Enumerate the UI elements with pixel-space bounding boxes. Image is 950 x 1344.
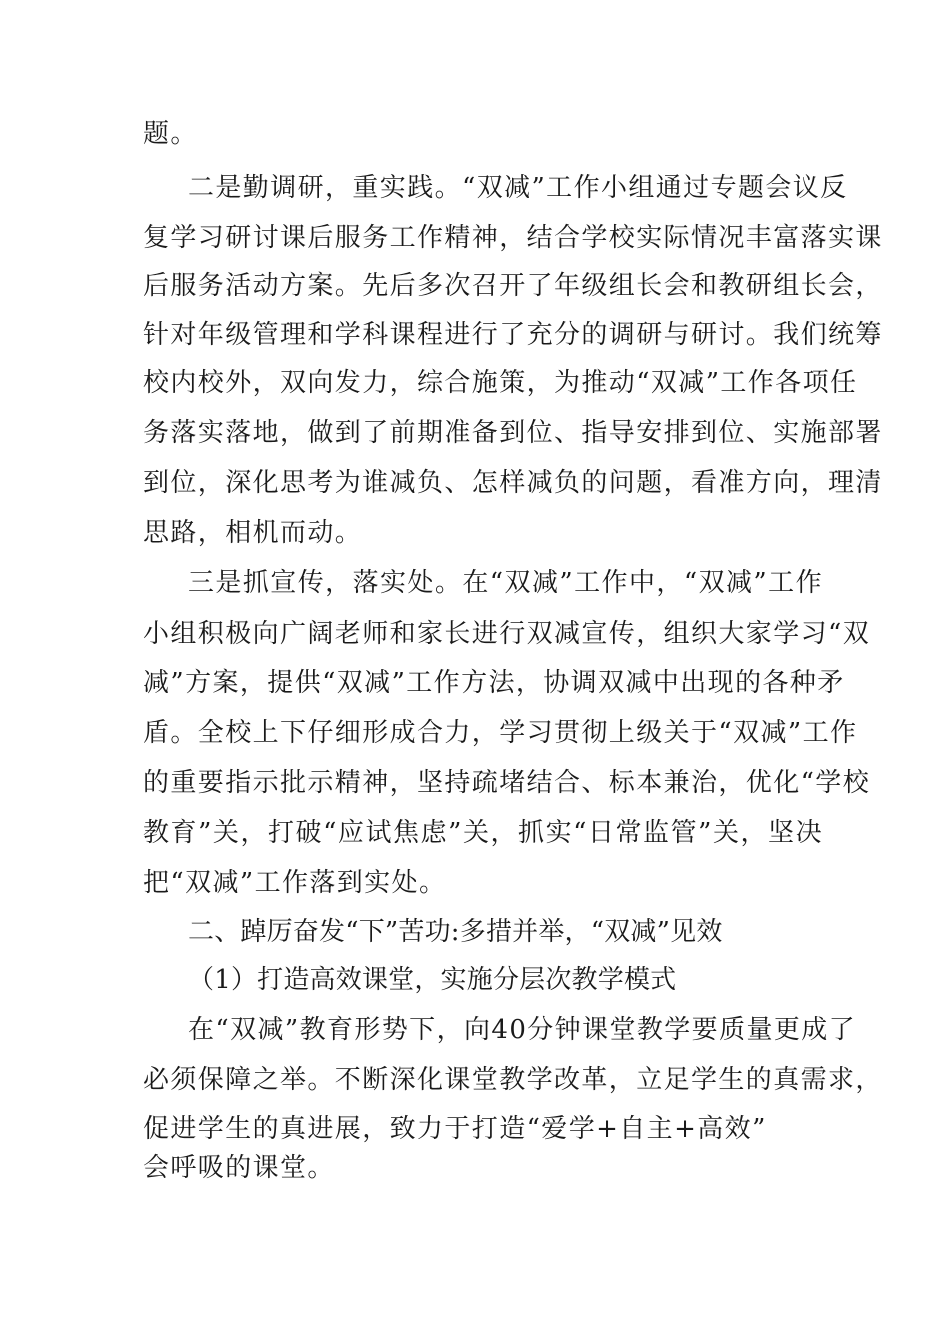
- paragraph-line: 在“双减”教育形势下，向40分钟课堂教学要质量更成了: [188, 1015, 857, 1045]
- paragraph-line: 复学习研讨课后服务工作精神，结合学校实际情况丰富落实课: [143, 223, 883, 253]
- paragraph-line: 盾。全校上下仔细形成合力，学习贯彻上级关于“双减”工作: [143, 718, 858, 748]
- paragraph-line: 务落实落地，做到了前期准备到位、指导安排到位、实施部署: [143, 418, 883, 448]
- paragraph-continuation: 题。: [143, 119, 198, 149]
- paragraph-line: 校内校外，双向发力，综合施策，为推动“双减”工作各项任: [143, 368, 858, 398]
- paragraph-line: 促进学生的真进展，致力于打造“爱学+自主+高效”: [143, 1114, 767, 1144]
- paragraph-line: 会呼吸的课堂。: [143, 1153, 335, 1183]
- paragraph-line: 把“双减”工作落到实处。: [143, 868, 447, 898]
- paragraph-line: 的重要指示批示精神，坚持疏堵结合、标本兼治，优化“学校: [143, 768, 871, 798]
- paragraph-line: 思路，相机而动。: [143, 518, 363, 548]
- paragraph-line: 针对年级管理和学科课程进行了充分的调研与研讨。我们统筹: [143, 320, 883, 350]
- paragraph-line: 教育”关，打破“应试焦虑”关，抓实“日常监管”关，坚决: [143, 818, 823, 848]
- paragraph-line: 后服务活动方案。先后多次召开了年级组长会和教研组长会，: [143, 271, 883, 301]
- paragraph-line: 减”方案，提供“双减”工作方法，协调双减中出现的各种矛: [143, 668, 845, 698]
- paragraph-line: 必须保障之举。不断深化课堂教学改革，立足学生的真需求，: [143, 1065, 883, 1095]
- paragraph-line: 三是抓宣传，落实处。在“双减”工作中，“双减”工作: [188, 568, 823, 598]
- paragraph-line: 二是勤调研，重实践。“双减”工作小组通过专题会议反: [188, 173, 848, 203]
- subsection-heading: （1）打造高效课堂，实施分层次教学模式: [188, 965, 677, 995]
- section-heading: 二、踔厉奋发“下”苦功:多措并举，“双减”见效: [188, 917, 723, 947]
- paragraph-line: 小组积极向广阔老师和家长进行双减宣传，组织大家学习“双: [143, 619, 871, 649]
- paragraph-line: 到位，深化思考为谁减负、怎样减负的问题，看准方向，理清: [143, 468, 883, 498]
